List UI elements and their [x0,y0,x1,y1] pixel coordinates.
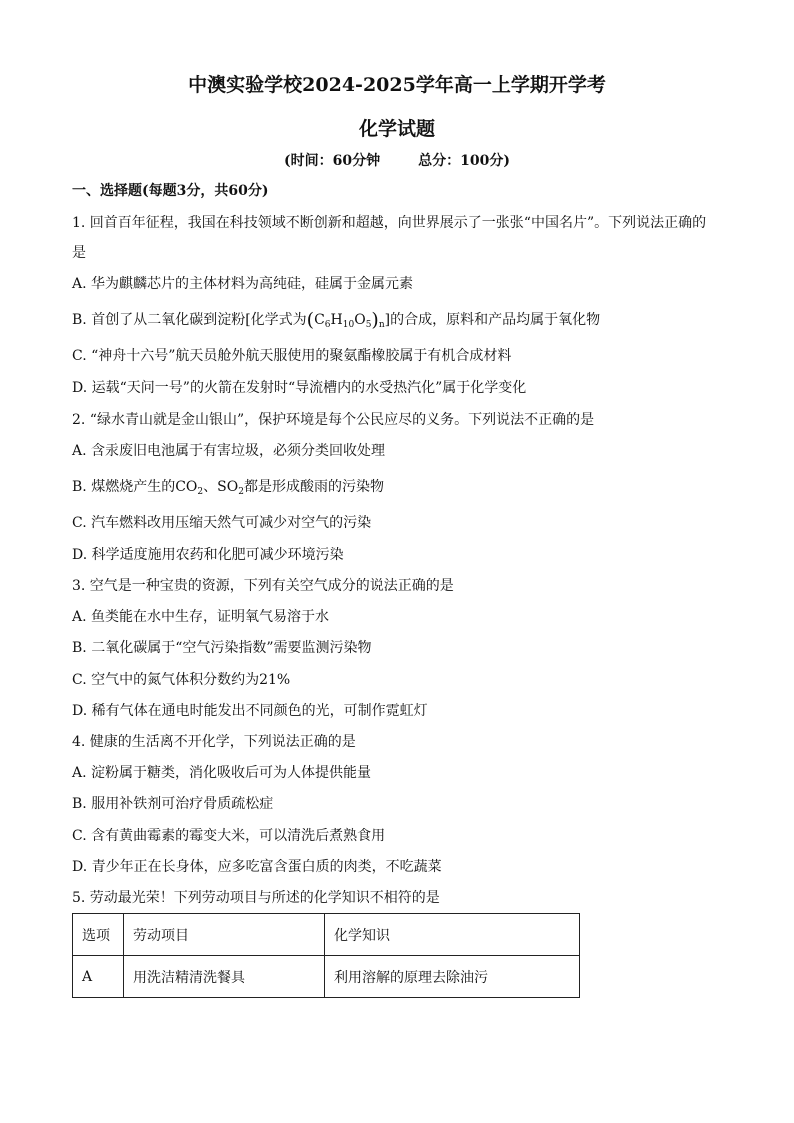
q4-option-b: B. 服用补铁剂可治疗骨质疏松症 [72,796,274,812]
q1-option-a: A. 华为麒麟芯片的主体材料为高纯硅，硅属于金属元素 [72,276,414,292]
formula-paren-close: ) [371,309,379,331]
q1-option-b [72,310,722,330]
separator: 、 [203,479,218,495]
formula-c: C [314,312,325,328]
q4-option-c: C. 含有黄曲霉素的霉变大米，可以清洗后煮熟食用 [72,828,386,844]
table-cell: A [73,956,124,998]
q2-option-a: A. 含汞废旧电池属于有害垃圾，必须分类回收处理 [72,443,386,459]
exam-info [0,150,794,170]
formula-paren-open: ( [306,309,315,331]
table-header-cell: 选项 [73,914,124,956]
q5-stem: 5. 劳动最光荣！下列劳动项目与所述的化学知识不相符的是 [72,890,440,906]
formula-o: O [354,312,366,328]
q2-option-d: D. 科学适度施用农药和化肥可减少环境污染 [72,547,344,563]
formula-sub-co: 2 [197,487,204,497]
table-header-cell: 化学知识 [325,914,580,956]
q2-option-c: C. 汽车燃料改用压缩天然气可减少对空气的污染 [72,515,372,531]
q3-option-b: B. 二氧化碳属于“空气污染指数”需要监测污染物 [72,640,372,656]
exam-subtitle: 化学试题 [358,118,435,140]
q2-stem: 2. “绿水青山就是金山银山”，保护环境是每个公民应尽的义务。下列说法不正确的是 [72,412,595,428]
q5-table [72,913,580,998]
exam-title: 中澳实验学校2024-2025学年高一上学期开学考 [188,74,606,96]
q3-stem: 3. 空气是一种宝贵的资源，下列有关空气成分的说法正确的是 [72,578,454,594]
q3-option-c: C. 空气中的氮气体积分数约为21% [72,672,291,688]
table-header-cell: 劳动项目 [124,914,325,956]
q2-option-b-text: B. 煤燃烧产生的 [72,479,176,495]
formula-h: H [330,312,343,328]
q1-option-b-text: B. 首创了从二氧化碳到淀粉[化学式为 [72,312,307,328]
formula-sub-o: 5 [365,320,372,330]
q3-option-a: A. 鱼类能在水中生存，证明氧气易溶于水 [72,609,330,625]
table-row [73,956,580,998]
q1-option-d: D. 运载“天问一号”的火箭在发射时“导流槽内的水受热汽化”属于化学变化 [72,380,527,396]
formula-so: SO [217,479,239,495]
exam-score: 总分：100分) [418,153,510,169]
q3-option-d: D. 稀有气体在通电时能发出不同颜色的光，可制作霓虹灯 [72,703,428,719]
q1-option-b-post: ]的合成，原料和产品均属于氧化物 [384,312,601,328]
q2-option-b-post: 都是形成酸雨的污染物 [243,479,384,495]
q4-option-d: D. 青少年正在长身体，应多吃富含蛋白质的肉类，不吃蔬菜 [72,859,442,875]
table-cell: 利用溶解的原理去除油污 [325,956,580,998]
q1-stem-cont: 是 [72,245,86,261]
formula-sub-c: 6 [324,320,331,330]
exam-time: (时间：60分钟 [284,153,381,169]
table-cell: 用洗洁精清洗餐具 [124,956,325,998]
section-heading: 一、选择题(每题3分，共60分) [72,183,269,199]
table-header-row [73,914,580,956]
q2-option-b [72,477,722,497]
formula-co: CO [175,479,198,495]
q1-stem: 1. 回首百年征程，我国在科技领域不断创新和超越，向世界展示了一张张“中国名片”。下列说法正确的 [72,215,707,231]
formula-sub-so: 2 [238,487,244,497]
q1-option-c: C. “神舟十六号”航天员舱外航天服使用的聚氨酯橡胶属于有机合成材料 [72,348,512,364]
q4-option-a: A. 淀粉属于糖类，消化吸收后可为人体提供能量 [72,765,372,781]
q4-stem: 4. 健康的生活离不开化学，下列说法正确的是 [72,734,356,750]
formula-sub-n: n [378,320,385,330]
formula-sub-h: 10 [342,320,355,330]
